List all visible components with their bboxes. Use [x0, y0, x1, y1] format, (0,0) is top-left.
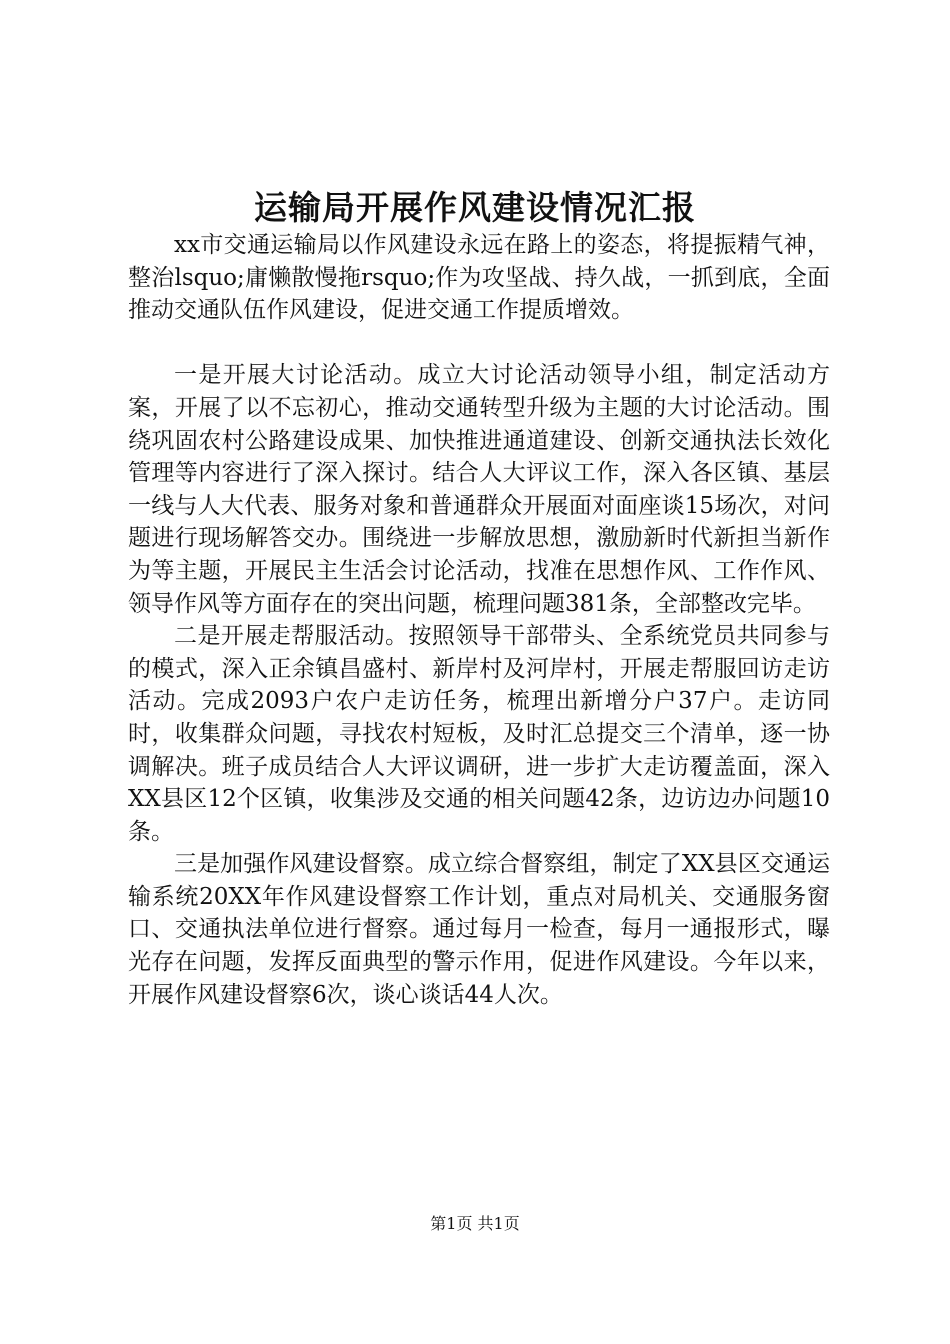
paragraph-intro: xx市交通运输局以作风建设永远在路上的姿态，将提振精气神，整治lsquo;庸懒散慢拖rsquo;作为攻坚战、持久战，一抓到底，全面推动交通队伍作风建设，促进交通工作提质增效。	[128, 232, 830, 324]
paragraph-supervision: 三是加强作风建设督察。成立综合督察组，制定了XX县区交通运输系统20XX年作风建设督察工作计划，重点对局机关、交通服务窗口、交通执法单位进行督察。通过每月一检查，每月一通报形式，曝光存在问题，发挥反面典型的警示作用，促进作风建设。今年以来，开展作风建设督察6次，谈心谈话44人次。	[128, 851, 830, 1008]
page-number-footer: 第1页 共1页	[430, 1214, 520, 1233]
paragraph-visit-service-activity: 二是开展走帮服活动。按照领导干部带头、全系统党员共同参与的模式，深入正余镇昌盛村、新岸村及河岸村，开展走帮服回访走访活动。完成2093户农户走访任务，梳理出新增分户37户。走访同时，收集群众问题，寻找农村短板，及时汇总提交三个清单，逐一协调解决。班子成员结合人大评议调研，进一步扩大走访覆盖面，深入XX县区12个区镇，收集涉及交通的相关问题42条，边访边办问题10条。	[128, 623, 830, 845]
paragraph-discussion-activity: 一是开展大讨论活动。成立大讨论活动领导小组，制定活动方案，开展了以不忘初心，推动交通转型升级为主题的大讨论活动。围绕巩固农村公路建设成果、加快推进通道建设、创新交通执法长效化管理等内容进行了深入探讨。结合人大评议工作，深入各区镇、基层一线与人大代表、服务对象和普通群众开展面对面座谈15场次，对问题进行现场解答交办。围绕进一步解放思想，激励新时代新担当新作为等主题，开展民主生活会讨论活动，找准在思想作风、工作作风、领导作风等方面存在的突出问题，梳理问题381条，全部整改完毕。	[128, 362, 830, 617]
document-title: 运输局开展作风建设情况汇报	[254, 188, 696, 227]
document-body	[128, 229, 830, 1011]
